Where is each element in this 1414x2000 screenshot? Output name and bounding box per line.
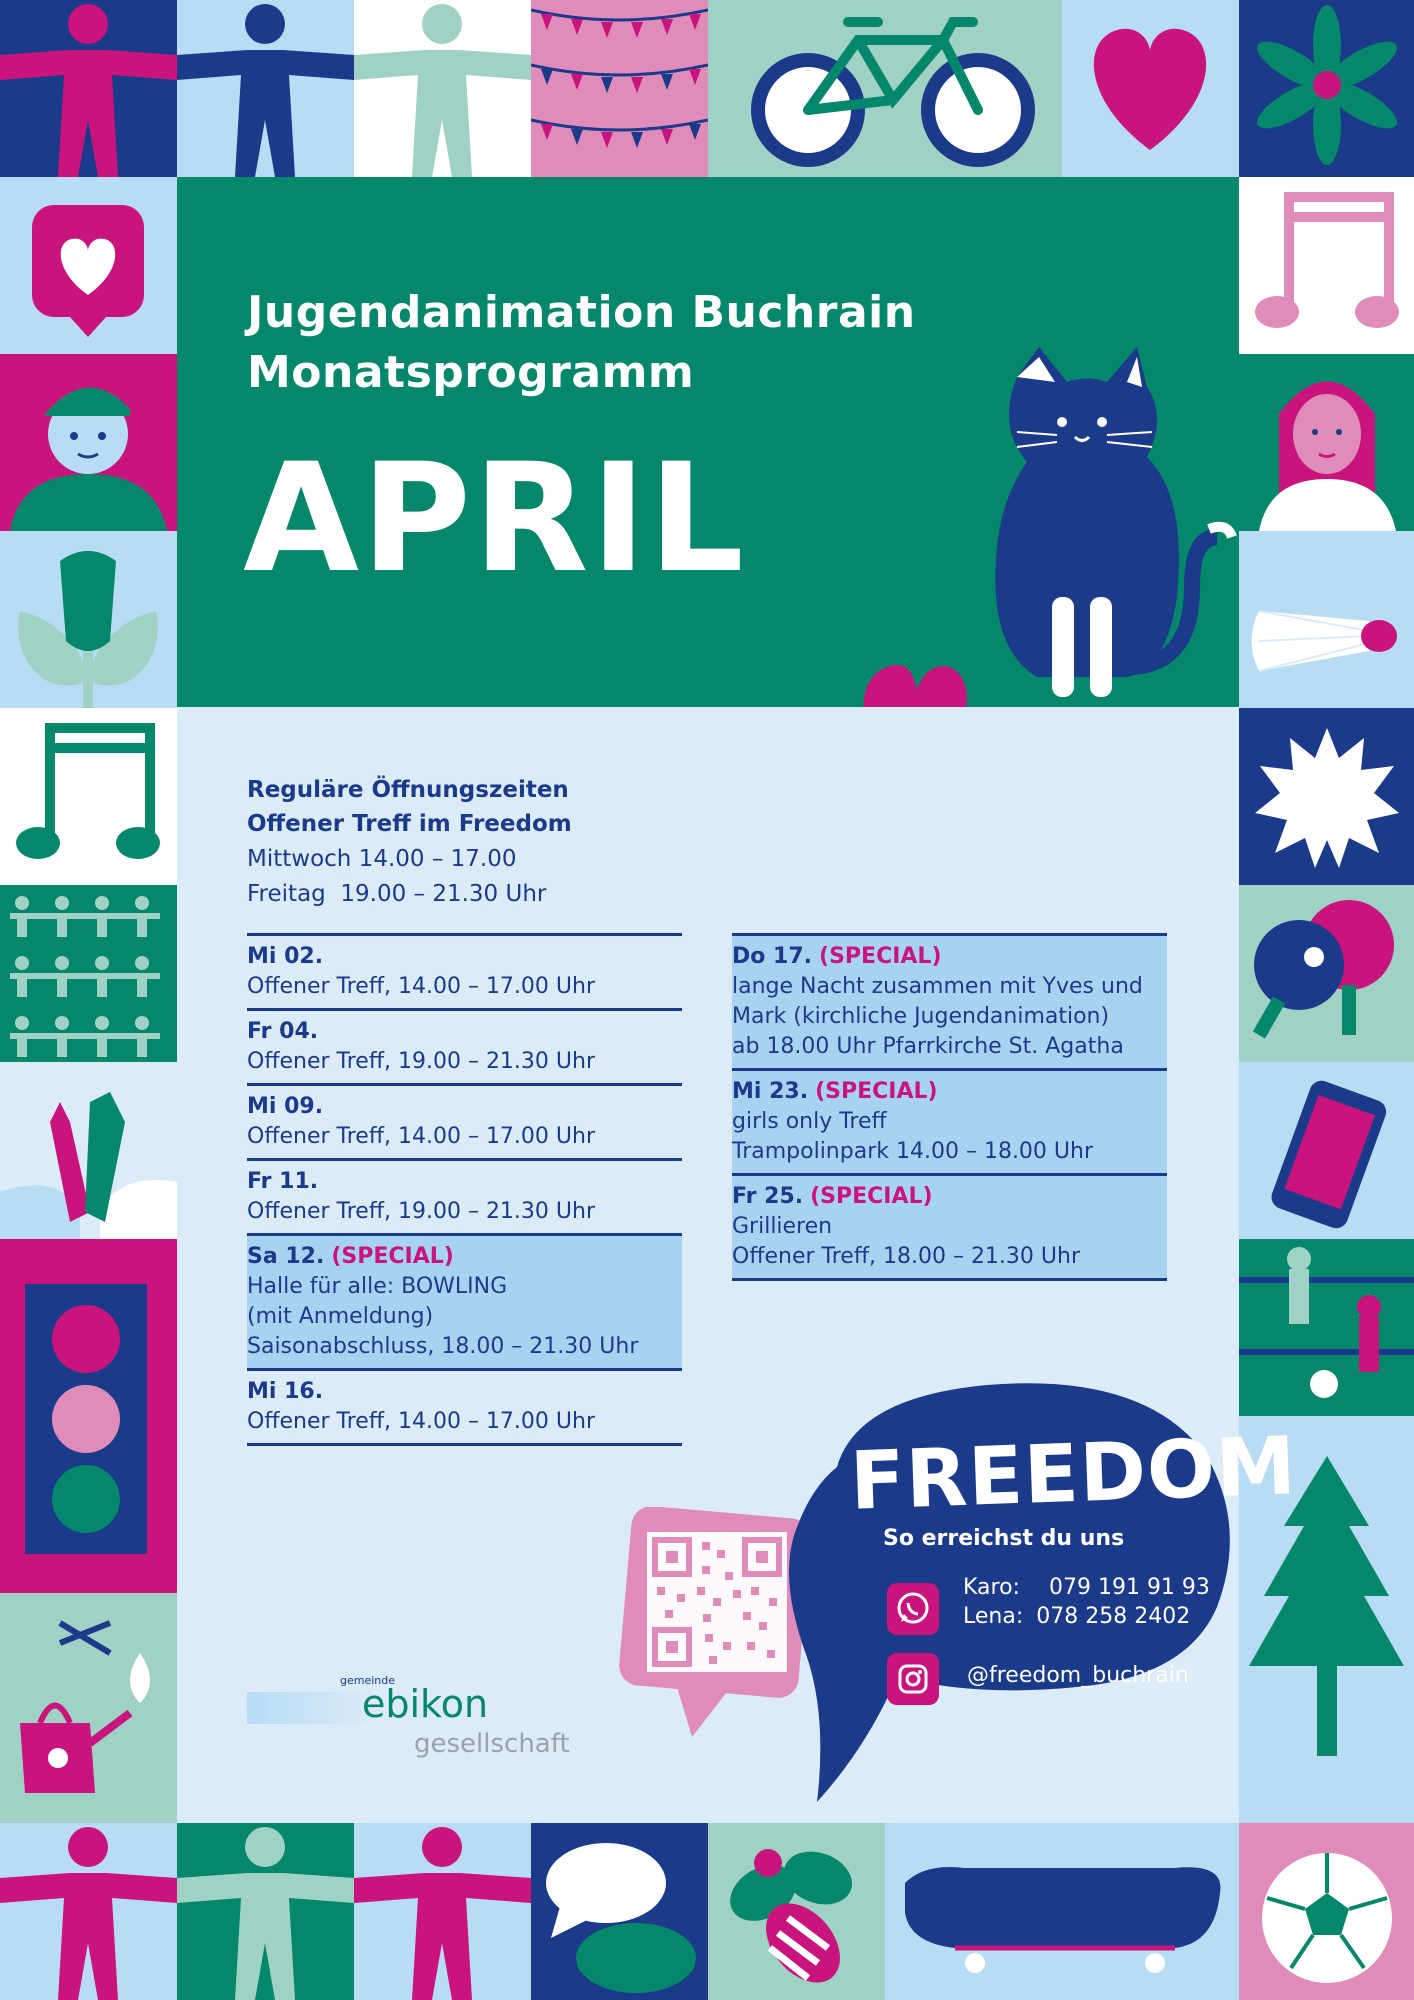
entry-date: Fr 11.: [247, 1169, 319, 1194]
schedule-entry: [247, 1011, 682, 1086]
shuttlecock-tile: [1239, 531, 1414, 708]
smartphone-icon: [1239, 1062, 1414, 1239]
hours-title: Reguläre Öffnungszeiten: [247, 777, 569, 803]
entry-date: Fr 25.: [732, 1184, 804, 1209]
burst-tile: [1239, 708, 1414, 885]
person-icon: [354, 1823, 531, 2000]
schedule-entry-special: [732, 1071, 1167, 1176]
tulip-tile: [0, 531, 177, 708]
entry-line: lange Nacht zusammen mit Yves und: [732, 974, 1143, 999]
hero-banner: [177, 177, 1239, 707]
entry-line: Offener Treff, 14.00 – 17.00 Uhr: [247, 974, 596, 999]
person-tile: [354, 1823, 531, 2000]
person-icon: [177, 1823, 354, 2000]
person-tile: [177, 1823, 354, 2000]
entry-line: (mit Anmeldung): [247, 1304, 434, 1329]
flower-icon: [1239, 0, 1414, 177]
entry-date: Do 17.: [732, 944, 813, 969]
karo-phone[interactable]: 079 191 91 93: [1048, 1575, 1210, 1600]
schedule-right-column: [732, 933, 1167, 1281]
logo-main-text: ebikon: [362, 1682, 489, 1726]
freedom-brand: FREEDOM: [848, 1419, 1299, 1528]
like-tile: [0, 177, 177, 354]
instagram-button[interactable]: [887, 1653, 939, 1705]
bicycle-icon: [708, 0, 1062, 177]
person-icon: [0, 0, 177, 177]
entry-date: Mi 23.: [732, 1079, 809, 1104]
entry-line: girls only Treff: [732, 1109, 887, 1134]
chat-tile: [531, 1823, 708, 2000]
watering-can-icon: [0, 1593, 177, 1823]
cat-icon: [977, 347, 1239, 707]
entry-line: Mark (kirchliche Jugendanimation): [732, 1004, 1110, 1029]
logo-small-text: gemeinde: [340, 1674, 396, 1687]
schedule-entry: [247, 1161, 682, 1236]
heart-tile: [1062, 0, 1239, 177]
high-five-icon: [0, 1062, 177, 1239]
entry-line: ab 18.00 Uhr Pfarrkirche St. Agatha: [732, 1034, 1124, 1059]
boy-tile: [0, 354, 177, 531]
logo-wave: [247, 1692, 377, 1724]
heart-icon: [1062, 0, 1239, 177]
entry-date: Fr 04.: [247, 1019, 319, 1044]
entry-line: Offener Treff, 19.00 – 21.30 Uhr: [247, 1199, 596, 1224]
entry-line: Offener Treff, 14.00 – 17.00 Uhr: [247, 1124, 596, 1149]
logo-sub-text: gesellschaft: [414, 1729, 570, 1759]
note-tile: [1239, 177, 1414, 354]
special-label: (SPECIAL): [819, 944, 942, 969]
schedule-entry-special: [732, 1176, 1167, 1281]
entry-date: Sa 12.: [247, 1244, 325, 1269]
karo-label: Karo:: [963, 1575, 1020, 1600]
girl-tile: [1239, 354, 1414, 531]
special-label: (SPECIAL): [815, 1079, 938, 1104]
bunting-tile: [531, 0, 708, 177]
people-chain-tile: [0, 885, 177, 1062]
entry-line: Offener Treff, 18.00 – 21.30 Uhr: [732, 1244, 1081, 1269]
bee-icon: [708, 1823, 885, 2000]
person-tile: [177, 0, 354, 177]
karo-contact: [963, 1573, 1210, 1602]
soccer-ball-icon: [1239, 1823, 1414, 2000]
contact-heading: So erreichst du uns: [883, 1526, 1125, 1551]
skateboard-icon: [885, 1823, 1239, 2000]
whatsapp-button[interactable]: [887, 1583, 939, 1635]
ball-tile: [1239, 1823, 1414, 2000]
entry-line: Grillieren: [732, 1214, 833, 1239]
person-tile: [0, 0, 177, 177]
schedule-entry: [247, 1086, 682, 1161]
hours-subtitle: Offener Treff im Freedom: [247, 811, 572, 837]
person-icon: [0, 1823, 177, 2000]
foosball-icon: [1239, 1239, 1414, 1416]
program-title: Monatsprogramm: [247, 347, 695, 398]
entry-line: Offener Treff, 19.00 – 21.30 Uhr: [247, 1049, 596, 1074]
person-tile: [354, 0, 531, 177]
ping-pong-icon: [1239, 885, 1414, 1062]
entry-date: Mi 02.: [247, 944, 324, 969]
person-icon: [177, 0, 354, 177]
skateboard-tile: [885, 1823, 1239, 2000]
music-note-icon: [1239, 177, 1414, 354]
program-content: [177, 707, 1299, 1822]
person-icon: [354, 0, 531, 177]
boy-avatar-icon: [0, 354, 177, 531]
lena-phone[interactable]: 078 258 2402: [1036, 1604, 1191, 1629]
foosball-tile: [1239, 1239, 1414, 1416]
tulip-icon: [0, 531, 177, 708]
lena-label: Lena:: [963, 1604, 1024, 1629]
bicycle-tile: [708, 0, 1062, 177]
entry-line: Trampolinpark 14.00 – 18.00 Uhr: [732, 1139, 1094, 1164]
organization-title: Jugendanimation Buchrain: [247, 287, 916, 338]
flower-tile: [1239, 0, 1414, 177]
instagram-handle[interactable]: @freedom_buchrain: [967, 1663, 1189, 1688]
special-label: (SPECIAL): [810, 1184, 933, 1209]
entry-date: Mi 16.: [247, 1379, 324, 1404]
bunting-icon: [531, 0, 708, 177]
traffic-light-icon: [0, 1239, 177, 1593]
people-chain-icon: [0, 885, 177, 1062]
entry-line: Offener Treff, 14.00 – 17.00 Uhr: [247, 1409, 596, 1434]
bee-tile: [708, 1823, 885, 2000]
shuttlecock-icon: [1239, 531, 1414, 708]
phone-tile: [1239, 1062, 1414, 1239]
like-heart-icon: [0, 177, 177, 354]
highfive-tile: [0, 1062, 177, 1239]
special-label: (SPECIAL): [331, 1244, 454, 1269]
schedule-entry: [247, 936, 682, 1011]
garden-tile: [0, 1593, 177, 1823]
whatsapp-icon: [887, 1583, 939, 1635]
pingpong-tile: [1239, 885, 1414, 1062]
hours-line: Mittwoch 14.00 – 17.00: [247, 846, 517, 872]
lena-contact: [963, 1602, 1190, 1631]
person-tile: [0, 1823, 177, 2000]
note-tile: [0, 708, 177, 885]
entry-line: Halle für alle: BOWLING: [247, 1274, 508, 1299]
speech-bubbles-icon: [531, 1823, 708, 2000]
traffic-light-tile: [0, 1239, 177, 1593]
month-title: APRIL: [243, 432, 746, 606]
entry-date: Mi 09.: [247, 1094, 324, 1119]
hours-line: Freitag 19.00 – 21.30 Uhr: [247, 881, 547, 907]
schedule-left-column: [247, 933, 682, 1446]
music-note-icon: [0, 708, 177, 885]
instagram-icon: [887, 1653, 939, 1705]
schedule-entry-special: [732, 936, 1167, 1071]
girl-avatar-icon: [1239, 354, 1414, 531]
burst-icon: [1239, 708, 1414, 885]
schedule-entry-special: [247, 1236, 682, 1371]
entry-line: Saisonabschluss, 18.00 – 21.30 Uhr: [247, 1334, 639, 1359]
schedule-entry: [247, 1371, 682, 1446]
